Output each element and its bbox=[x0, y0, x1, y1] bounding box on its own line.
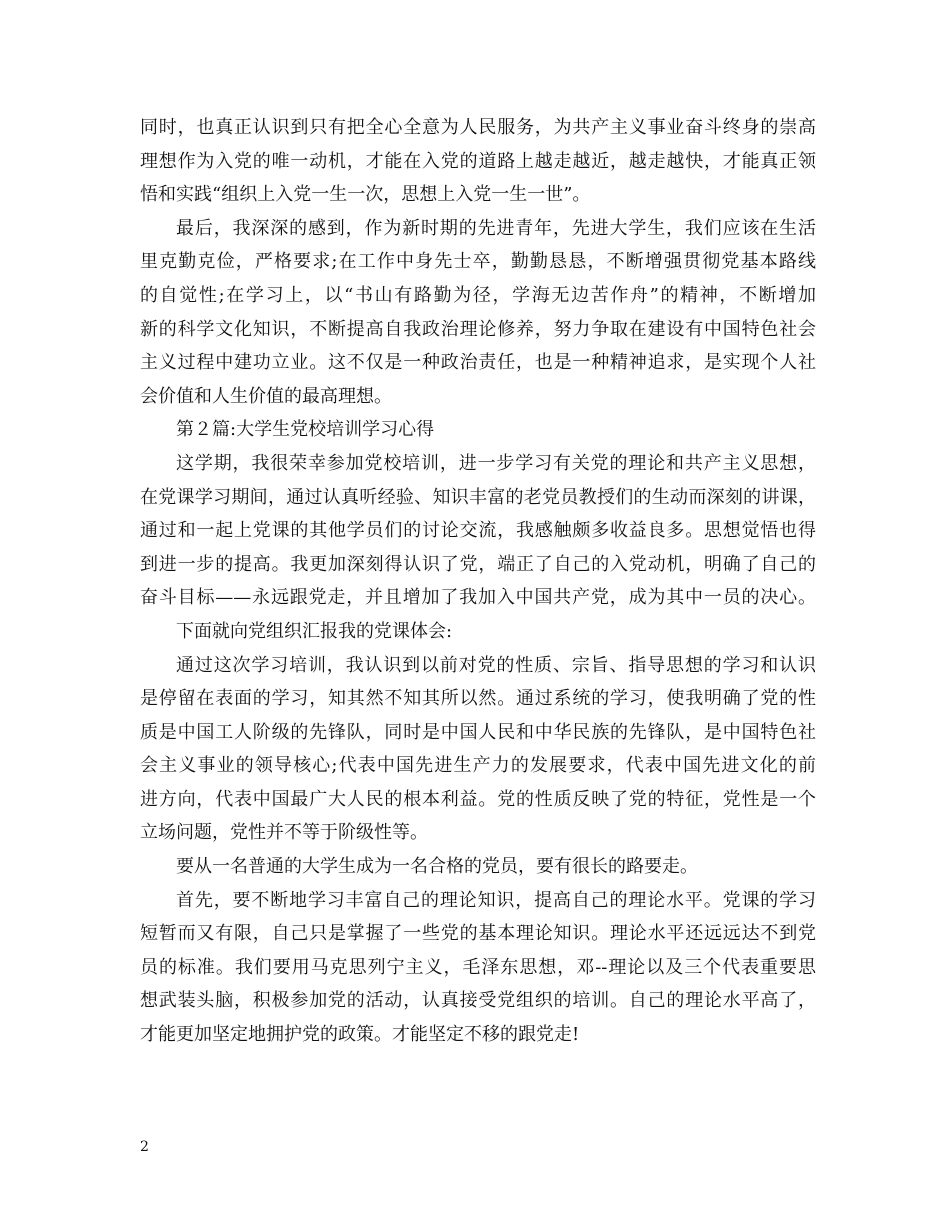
document-body bbox=[140, 111, 816, 1052]
text-line: 新的科学文化知识，不断提高自我政治理论修养，努力争取在建设有中国特色社会 bbox=[140, 318, 816, 340]
paragraph-first-line: 首先，要不断地学习丰富自己的理论知识，提高自己的理论水平。党课的学习 bbox=[176, 889, 816, 911]
text-line: 是停留在表面的学习，知其然不知其所以然。通过系统的学习，使我明确了党的性 bbox=[140, 688, 816, 710]
paragraph-first-line: 最后，我深深的感到，作为新时期的先进青年，先进大学生，我们应该在生活 bbox=[176, 217, 816, 239]
paragraph-first-line: 这学期，我很荣幸参加党校培训，进一步学习有关党的理论和共产主义思想， bbox=[176, 452, 816, 474]
text-line: 的自觉性;在学习上，以“书山有路勤为径，学海无边苦作舟”的精神，不断增加 bbox=[140, 284, 816, 306]
text-line: 员的标准。我们要用马克思列宁主义，毛泽东思想，邓--理论以及三个代表重要思 bbox=[140, 956, 816, 978]
text-line: 想武装头脑，积极参加党的活动，认真接受党组织的培训。自己的理论水平高了， bbox=[140, 990, 816, 1012]
text-line: 才能更加坚定地拥护党的政策。才能坚定不移的跟党走! bbox=[140, 1024, 580, 1046]
text-line: 短暂而又有限，自己只是掌握了一些党的基本理论知识。理论水平还远远达不到党 bbox=[140, 923, 816, 945]
paragraph-first-line: 要从一名普通的大学生成为一名合格的党员，要有很长的路要走。 bbox=[176, 856, 698, 878]
text-line: 会主义事业的领导核心;代表中国先进生产力的发展要求，代表中国先进文化的前 bbox=[140, 755, 816, 777]
text-line: 主义过程中建功立业。这不仅是一种政治责任，也是一种精神追求，是实现个人社 bbox=[140, 352, 816, 374]
text-line: 到进一步的提高。我更加深刻得认识了党，端正了自己的入党动机，明确了自己的 bbox=[140, 553, 816, 575]
section-heading: 第２篇:大学生党校培训学习心得 bbox=[176, 419, 435, 441]
text-line: 悟和实践“组织上入党一生一次，思想上入党一生一世”。 bbox=[140, 184, 591, 206]
paragraph-first-line: 通过这次学习培训，我认识到以前对党的性质、宗旨、指导思想的学习和认识 bbox=[176, 654, 816, 676]
text-line: 里克勤克俭，严格要求;在工作中身先士卒，勤勤恳恳，不断增强贯彻党基本路线 bbox=[140, 251, 816, 273]
text-line: 通过和一起上党课的其他学员们的讨论交流，我感触颇多收益良多。思想觉悟也得 bbox=[140, 520, 816, 542]
text-line: 进方向，代表中国最广大人民的根本利益。党的性质反映了党的特征，党性是一个 bbox=[140, 788, 816, 810]
text-line: 立场问题，党性并不等于阶级性等。 bbox=[140, 822, 428, 844]
text-line: 会价值和人生价值的最高理想。 bbox=[140, 385, 392, 407]
text-line: 在党课学习期间，通过认真听经验、知识丰富的老党员教授们的生动而深刻的讲课， bbox=[140, 486, 816, 508]
paragraph-first-line: 下面就向党组织汇报我的党课体会: bbox=[176, 620, 453, 642]
text-line: 同时，也真正认识到只有把全心全意为人民服务，为共产主义事业奋斗终身的崇高 bbox=[140, 117, 816, 138]
text-line: 理想作为入党的唯一动机，才能在入党的道路上越走越近，越走越快，才能真正领 bbox=[140, 150, 816, 172]
page-number: 2 bbox=[140, 1139, 149, 1155]
text-line: 质是中国工人阶级的先锋队，同时是中国人民和中华民族的先锋队，是中国特色社 bbox=[140, 721, 816, 743]
text-line: 奋斗目标——永远跟党走，并且增加了我加入中国共产党，成为其中一员的决心。 bbox=[140, 587, 816, 609]
